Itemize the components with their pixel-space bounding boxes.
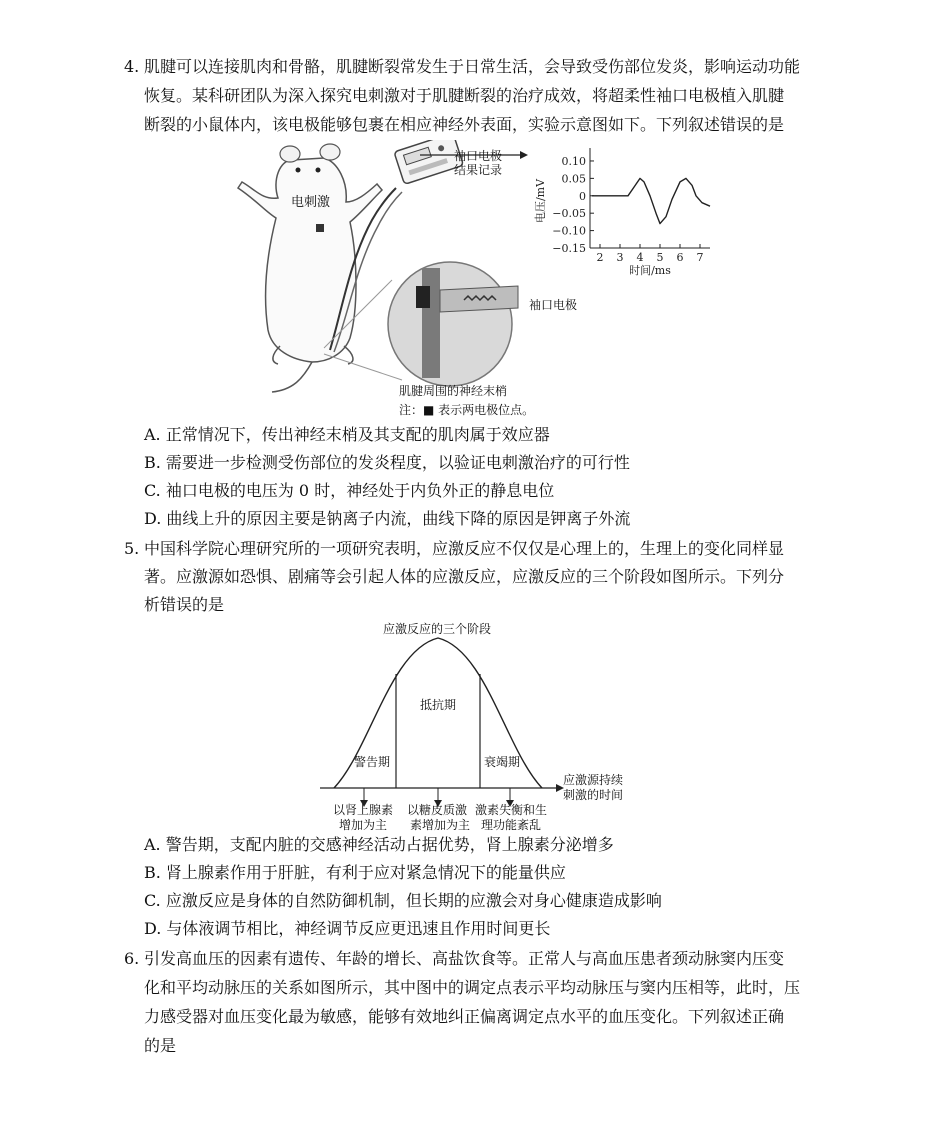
stress-stage-diagram bbox=[320, 630, 570, 810]
x-tick-label: 4 bbox=[636, 251, 644, 264]
q4-option-b[interactable]: B. 需要进一步检测受伤部位的发炎程度，以验证电刺激治疗的可行性 bbox=[144, 453, 630, 472]
note-adrenaline-2: 增加为主 bbox=[339, 818, 388, 832]
q4-line-2: 恢复。某科研团队为深入探究电刺激对于肌腱断裂的治疗成效，将超柔性袖口电极植入肌腱 bbox=[144, 86, 785, 105]
time-axis-label-2: 刺激的时间 bbox=[563, 788, 624, 802]
record-arrow bbox=[420, 150, 530, 160]
q5-number: 5. bbox=[124, 539, 140, 558]
q6-number: 6. bbox=[124, 949, 140, 968]
q4-experiment-diagram bbox=[232, 140, 542, 400]
q5-option-d[interactable]: D. 与体液调节相比，神经调节反应更迅速且作用时间更长 bbox=[144, 919, 551, 938]
record-label-2: 结果记录 bbox=[454, 163, 503, 177]
cuff-electrode-label: 袖口电极 bbox=[529, 298, 578, 312]
stage-alarm: 警告期 bbox=[354, 755, 391, 769]
y-tick-label: 0.05 bbox=[561, 172, 586, 186]
y-axis-label: 电压/mV bbox=[534, 178, 547, 224]
q5-line-3: 析错误的是 bbox=[144, 595, 225, 614]
x-tick-label: 5 bbox=[656, 251, 664, 264]
voltage-series-line bbox=[592, 178, 710, 223]
stage-exhaustion: 衰竭期 bbox=[484, 755, 521, 769]
x-tick-label: 2 bbox=[596, 251, 604, 264]
note-imbalance-2: 理功能紊乱 bbox=[481, 818, 542, 832]
q6-line-4: 的是 bbox=[144, 1036, 177, 1055]
stage-resistance: 抵抗期 bbox=[420, 698, 457, 712]
y-tick-label: −0.15 bbox=[552, 242, 586, 255]
y-tick-label: 0.10 bbox=[561, 154, 586, 168]
voltage-chart bbox=[530, 140, 720, 280]
note-glucocorticoid-1: 以糖皮质激 bbox=[407, 803, 468, 817]
q4-option-c[interactable]: C. 袖口电极的电压为 0 时，神经处于内负外正的静息电位 bbox=[144, 481, 555, 500]
q5-option-c[interactable]: C. 应激反应是身体的自然防御机制，但长期的应激会对身心健康造成影响 bbox=[144, 891, 662, 910]
q4-number: 4. bbox=[124, 57, 140, 76]
y-tick-label: −0.05 bbox=[552, 207, 586, 221]
q4-option-d[interactable]: D. 曲线上升的原因主要是钠离子内流，曲线下降的原因是钾离子外流 bbox=[144, 509, 631, 528]
note-imbalance-1: 激素失衡和生 bbox=[475, 803, 548, 817]
q4-line-1: 肌腱可以连接肌肉和骨骼，肌腱断裂常发生于日常生活，会导致受伤部位发炎，影响运动功能 bbox=[144, 57, 801, 76]
q5-option-b[interactable]: B. 肾上腺素作用于肝脏，有利于应对紧急情况下的能量供应 bbox=[144, 863, 566, 882]
q4-line-3: 断裂的小鼠体内，该电极能够包裹在相应神经外表面，实验示意图如下。下列叙述错误的是 bbox=[144, 115, 785, 134]
q5-line-2: 著。应激源如恐惧、剧痛等会引起人体的应激反应，应激反应的三个阶段如图所示。下列分 bbox=[144, 567, 785, 586]
x-tick-label: 3 bbox=[616, 251, 624, 264]
q5-option-a[interactable]: A. 警告期，支配内脏的交感神经活动占据优势，肾上腺素分泌增多 bbox=[144, 835, 614, 854]
stimulus-label: 电刺激 bbox=[291, 195, 331, 210]
x-axis-label: 时间/ms bbox=[629, 264, 671, 277]
y-tick-label: −0.10 bbox=[552, 224, 586, 238]
x-tick-label: 7 bbox=[696, 251, 704, 264]
q6-line-3: 力感受器对血压变化最为敏感，能够有效地纠正偏离调定点水平的血压变化。下列叙述正确 bbox=[144, 1007, 785, 1026]
stress-diagram-title: 应激反应的三个阶段 bbox=[383, 622, 492, 636]
record-label-1: 袖口电极 bbox=[454, 149, 503, 163]
x-tick-label: 6 bbox=[676, 251, 684, 264]
q6-line-1: 引发高血压的因素有遗传、年龄的增长、高盐饮食等。正常人与高血压患者颈动脉窦内压变 bbox=[144, 949, 785, 968]
time-axis-label-1: 应激源持续 bbox=[563, 773, 624, 787]
q6-line-2: 化和平均动脉压的关系如图所示，其中图中的调定点表示平均动脉压与窦内压相等，此时，压 bbox=[144, 978, 801, 997]
q5-line-1: 中国科学院心理研究所的一项研究表明，应激反应不仅仅是心理上的，生理上的变化同样显 bbox=[144, 539, 785, 558]
nerve-label: 肌腱周围的神经末梢 bbox=[399, 384, 508, 398]
y-tick-label: 0 bbox=[579, 189, 586, 203]
q4-option-a[interactable]: A. 正常情况下，传出神经末梢及其支配的肌肉属于效应器 bbox=[144, 425, 550, 444]
note-adrenaline-1: 以肾上腺素 bbox=[333, 803, 394, 817]
electrode-note: 注：■ 表示两电极位点。 bbox=[399, 403, 535, 417]
note-glucocorticoid-2: 素增加为主 bbox=[410, 818, 471, 832]
